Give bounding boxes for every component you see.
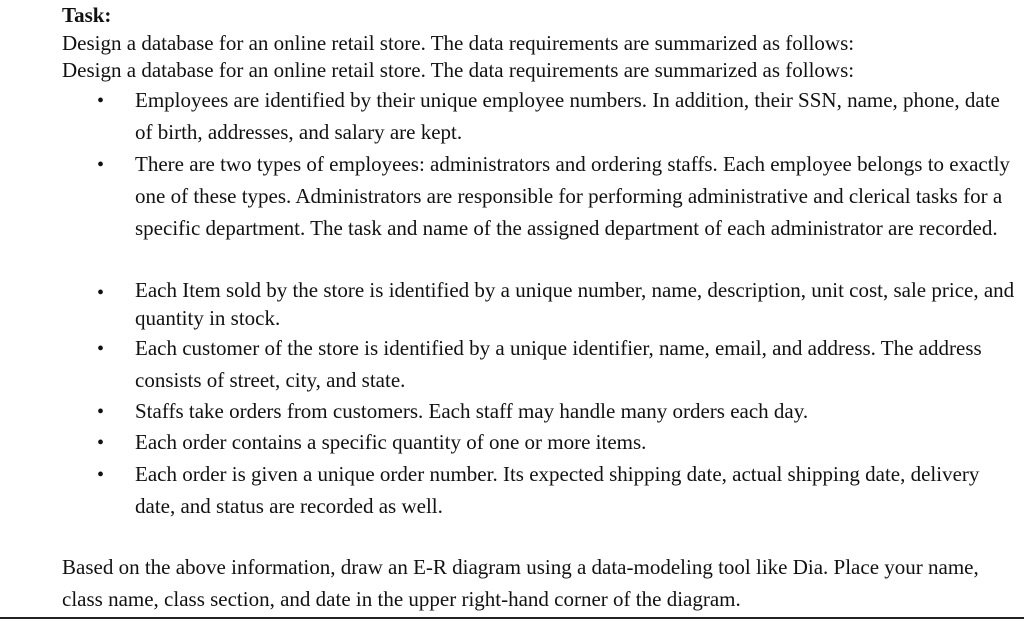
intro-line-2: Design a database for an online retail store. The data requirements are summarized as follows: [62,58,855,82]
bullet-icon: • [97,90,105,112]
bullet-text-orders: Each order is given a unique order number. Its expected shipping date, actual shipping date, delivery date, and status are recorded as well. [135,462,980,518]
instructions-paragraph: Based on the above information, draw an E-R diagram using a data-modeling tool like Dia. Place your name, class name, class section, and date in the upper right-hand corner of the diagram. [62,555,979,611]
bullet-text-items: Each Item sold by the store is identified by a unique number, name, description, unit cost, sale price, and quantity in stock. [135,278,1015,330]
bullet-icon: • [97,432,105,454]
bullet-icon: • [97,282,105,304]
bullet-text-customers: Each customer of the store is identified by a unique identifier, name, email, and address. The address consists of street, city, and state. [135,336,982,392]
bullet-text-staffs: Staffs take orders from customers. Each staff may handle many orders each day. [135,399,809,423]
bullet-text-employees: Employees are identified by their unique employee numbers. In addition, their SSN, name, phone, date of birth, addresses, and salary are kept. [135,88,1000,144]
bullet-text-order-items: Each order contains a specific quantity of one or more items. [135,430,647,454]
bottom-divider [0,617,1024,619]
bullet-icon: • [97,464,105,486]
bullet-icon: • [97,338,105,360]
bullet-icon: • [97,154,105,176]
intro-line-1: Design a database for an online retail store. The data requirements are summarized as follows: [62,31,855,55]
bullet-icon: • [97,401,105,423]
bullet-text-employee-types: There are two types of employees: administrators and ordering staffs. Each employee belongs to exactly one of these types. Administrators are responsible for performing administrative and clerical tasks for a specific department. The task and name of the assigned department of each administrator are recorded. [135,152,1010,240]
task-heading: Task: [62,3,112,27]
